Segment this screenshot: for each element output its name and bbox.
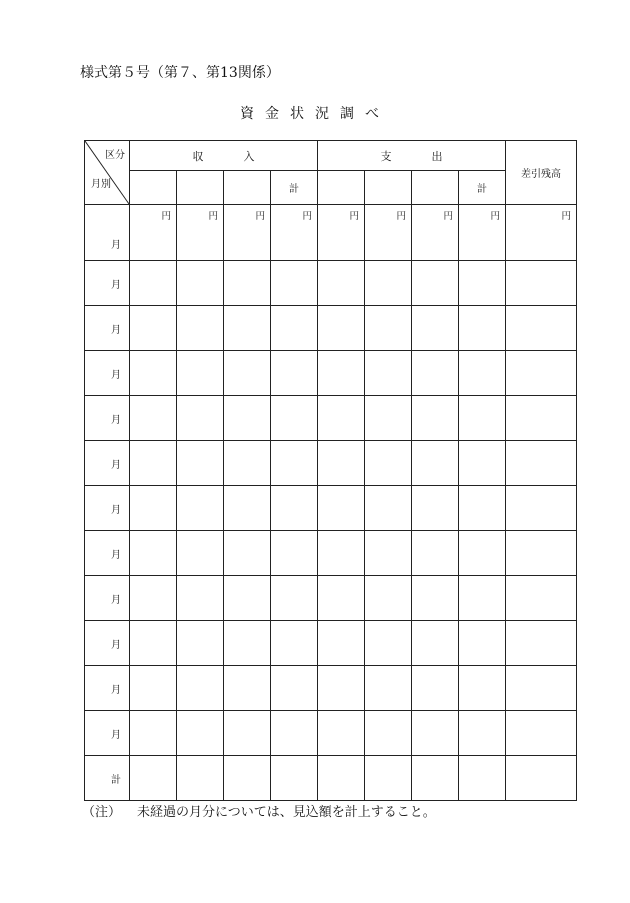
income-total-header: 計 bbox=[271, 171, 318, 205]
expense-cell[interactable] bbox=[318, 621, 365, 666]
expense-cell[interactable] bbox=[459, 306, 506, 351]
corner-month-label: 月別 bbox=[91, 179, 111, 190]
month-row bbox=[85, 396, 577, 441]
balance-cell[interactable] bbox=[506, 621, 577, 666]
expense-cell[interactable] bbox=[365, 306, 412, 351]
expense-total-header: 計 bbox=[459, 171, 506, 205]
income-subheader-cell[interactable] bbox=[130, 171, 177, 205]
expense-cell[interactable] bbox=[365, 531, 412, 576]
balance-cell[interactable] bbox=[506, 396, 577, 441]
income-cell[interactable] bbox=[130, 441, 177, 486]
balance-cell[interactable] bbox=[506, 576, 577, 621]
month-label: 月 bbox=[85, 441, 130, 486]
balance-cell[interactable] bbox=[506, 756, 577, 801]
expense-cell[interactable] bbox=[318, 441, 365, 486]
expense-cell[interactable] bbox=[459, 486, 506, 531]
income-cell[interactable] bbox=[271, 576, 318, 621]
expense-subheader-cell[interactable] bbox=[365, 171, 412, 205]
month-row bbox=[85, 621, 577, 666]
expense-cell[interactable] bbox=[412, 711, 459, 756]
income-cell[interactable] bbox=[271, 531, 318, 576]
income-cell[interactable] bbox=[130, 756, 177, 801]
balance-cell[interactable] bbox=[506, 351, 577, 396]
balance-cell[interactable] bbox=[506, 711, 577, 756]
income-cell[interactable] bbox=[177, 711, 224, 756]
expense-cell[interactable] bbox=[365, 486, 412, 531]
income-header: 収入 bbox=[130, 141, 318, 171]
month-label: 月 bbox=[85, 666, 130, 711]
yen-unit-cell[interactable]: 円 bbox=[224, 205, 271, 261]
income-cell[interactable] bbox=[130, 576, 177, 621]
month-row bbox=[85, 441, 577, 486]
expense-cell[interactable] bbox=[459, 441, 506, 486]
income-cell[interactable] bbox=[271, 396, 318, 441]
income-cell[interactable] bbox=[224, 711, 271, 756]
expense-cell[interactable] bbox=[412, 531, 459, 576]
income-cell[interactable] bbox=[271, 711, 318, 756]
month-label: 月 bbox=[85, 205, 130, 261]
income-cell[interactable] bbox=[224, 486, 271, 531]
income-cell[interactable] bbox=[177, 351, 224, 396]
expense-cell[interactable] bbox=[318, 261, 365, 306]
income-cell[interactable] bbox=[130, 621, 177, 666]
expense-cell[interactable] bbox=[412, 396, 459, 441]
expense-cell[interactable] bbox=[365, 351, 412, 396]
month-row bbox=[85, 205, 577, 261]
income-cell[interactable] bbox=[224, 576, 271, 621]
month-label: 月 bbox=[85, 396, 130, 441]
income-cell[interactable] bbox=[130, 261, 177, 306]
income-cell[interactable] bbox=[224, 666, 271, 711]
expense-cell[interactable] bbox=[318, 576, 365, 621]
month-label: 月 bbox=[85, 261, 130, 306]
expense-cell[interactable] bbox=[318, 396, 365, 441]
footnote bbox=[82, 801, 436, 820]
expense-cell[interactable] bbox=[459, 666, 506, 711]
fund-status-table bbox=[84, 140, 577, 801]
income-cell[interactable] bbox=[224, 396, 271, 441]
month-label: 月 bbox=[85, 711, 130, 756]
income-cell[interactable] bbox=[224, 261, 271, 306]
expense-cell[interactable] bbox=[459, 621, 506, 666]
income-cell[interactable] bbox=[271, 261, 318, 306]
income-cell[interactable] bbox=[130, 666, 177, 711]
expense-cell[interactable] bbox=[412, 666, 459, 711]
expense-cell[interactable] bbox=[412, 621, 459, 666]
income-cell[interactable] bbox=[224, 351, 271, 396]
income-cell[interactable] bbox=[177, 486, 224, 531]
expense-cell[interactable] bbox=[365, 441, 412, 486]
balance-cell[interactable] bbox=[506, 486, 577, 531]
expense-cell[interactable] bbox=[412, 261, 459, 306]
income-subheader-cell[interactable] bbox=[224, 171, 271, 205]
expense-cell[interactable] bbox=[459, 756, 506, 801]
total-row-label: 計 bbox=[85, 756, 130, 801]
income-cell[interactable] bbox=[177, 261, 224, 306]
income-cell[interactable] bbox=[271, 621, 318, 666]
income-cell[interactable] bbox=[271, 756, 318, 801]
expense-cell[interactable] bbox=[365, 666, 412, 711]
header-row-1 bbox=[85, 141, 577, 171]
expense-cell[interactable] bbox=[459, 711, 506, 756]
expense-subheader-cell[interactable] bbox=[412, 171, 459, 205]
expense-cell[interactable] bbox=[412, 576, 459, 621]
expense-cell[interactable] bbox=[412, 306, 459, 351]
income-cell[interactable] bbox=[271, 441, 318, 486]
expense-cell[interactable] bbox=[412, 351, 459, 396]
income-cell[interactable] bbox=[224, 756, 271, 801]
yen-unit-cell[interactable]: 円 bbox=[365, 205, 412, 261]
month-row bbox=[85, 531, 577, 576]
income-cell[interactable] bbox=[177, 621, 224, 666]
month-label: 月 bbox=[85, 486, 130, 531]
expense-cell[interactable] bbox=[459, 576, 506, 621]
expense-cell[interactable] bbox=[365, 261, 412, 306]
month-label: 月 bbox=[85, 621, 130, 666]
income-cell[interactable] bbox=[130, 486, 177, 531]
income-cell[interactable] bbox=[271, 486, 318, 531]
expense-cell[interactable] bbox=[459, 531, 506, 576]
income-cell[interactable] bbox=[177, 306, 224, 351]
expense-cell[interactable] bbox=[318, 666, 365, 711]
expense-cell[interactable] bbox=[318, 531, 365, 576]
income-cell[interactable] bbox=[224, 621, 271, 666]
income-cell[interactable] bbox=[177, 756, 224, 801]
expense-cell[interactable] bbox=[318, 711, 365, 756]
expense-cell[interactable] bbox=[365, 396, 412, 441]
corner-header-cell bbox=[85, 141, 130, 205]
month-row bbox=[85, 576, 577, 621]
expense-cell[interactable] bbox=[365, 576, 412, 621]
yen-unit-cell[interactable]: 円 bbox=[271, 205, 318, 261]
expense-header: 支出 bbox=[318, 141, 506, 171]
balance-cell[interactable] bbox=[506, 531, 577, 576]
income-cell[interactable] bbox=[130, 396, 177, 441]
month-row bbox=[85, 711, 577, 756]
expense-cell[interactable] bbox=[318, 756, 365, 801]
expense-subheader-cell[interactable] bbox=[318, 171, 365, 205]
month-row bbox=[85, 306, 577, 351]
yen-unit-cell[interactable]: 円 bbox=[412, 205, 459, 261]
income-cell[interactable] bbox=[177, 576, 224, 621]
income-cell[interactable] bbox=[130, 306, 177, 351]
expense-cell[interactable] bbox=[459, 351, 506, 396]
yen-unit-cell[interactable]: 円 bbox=[177, 205, 224, 261]
expense-cell[interactable] bbox=[365, 756, 412, 801]
income-cell[interactable] bbox=[224, 306, 271, 351]
income-cell[interactable] bbox=[271, 351, 318, 396]
yen-unit-cell[interactable]: 円 bbox=[318, 205, 365, 261]
balance-cell[interactable] bbox=[506, 306, 577, 351]
corner-category-label: 区分 bbox=[105, 150, 125, 161]
balance-cell[interactable] bbox=[506, 441, 577, 486]
income-cell[interactable] bbox=[130, 711, 177, 756]
month-label: 月 bbox=[85, 531, 130, 576]
expense-cell[interactable] bbox=[412, 441, 459, 486]
month-row bbox=[85, 666, 577, 711]
income-cell[interactable] bbox=[177, 531, 224, 576]
month-label: 月 bbox=[85, 351, 130, 396]
month-label: 月 bbox=[85, 576, 130, 621]
balance-cell[interactable] bbox=[506, 666, 577, 711]
expense-cell[interactable] bbox=[318, 486, 365, 531]
balance-cell[interactable] bbox=[506, 261, 577, 306]
total-row bbox=[85, 756, 577, 801]
footnote-text: 未経過の月分については、見込額を計上すること。 bbox=[137, 805, 436, 820]
income-cell[interactable] bbox=[271, 306, 318, 351]
yen-unit-cell[interactable]: 円 bbox=[506, 205, 577, 261]
income-cell[interactable] bbox=[130, 531, 177, 576]
month-row bbox=[85, 351, 577, 396]
income-cell[interactable] bbox=[177, 666, 224, 711]
income-cell[interactable] bbox=[130, 351, 177, 396]
header-row-2 bbox=[85, 171, 577, 205]
income-cell[interactable] bbox=[177, 441, 224, 486]
month-row bbox=[85, 486, 577, 531]
footnote-mark: （注） bbox=[82, 805, 122, 820]
income-cell[interactable] bbox=[271, 666, 318, 711]
yen-unit-cell[interactable]: 円 bbox=[130, 205, 177, 261]
yen-unit-cell[interactable]: 円 bbox=[459, 205, 506, 261]
expense-cell[interactable] bbox=[459, 396, 506, 441]
income-subheader-cell[interactable] bbox=[177, 171, 224, 205]
month-row bbox=[85, 261, 577, 306]
expense-cell[interactable] bbox=[412, 486, 459, 531]
expense-cell[interactable] bbox=[459, 261, 506, 306]
income-cell[interactable] bbox=[224, 531, 271, 576]
expense-cell[interactable] bbox=[412, 756, 459, 801]
income-cell[interactable] bbox=[224, 441, 271, 486]
income-cell[interactable] bbox=[177, 396, 224, 441]
form-number: 様式第５号（第７、第13関係） bbox=[80, 65, 280, 81]
document-title: 資金状況調べ bbox=[240, 106, 390, 122]
expense-cell[interactable] bbox=[365, 621, 412, 666]
month-label: 月 bbox=[85, 306, 130, 351]
expense-cell[interactable] bbox=[318, 351, 365, 396]
expense-cell[interactable] bbox=[318, 306, 365, 351]
expense-cell[interactable] bbox=[365, 711, 412, 756]
balance-header: 差引残高 bbox=[506, 141, 577, 205]
